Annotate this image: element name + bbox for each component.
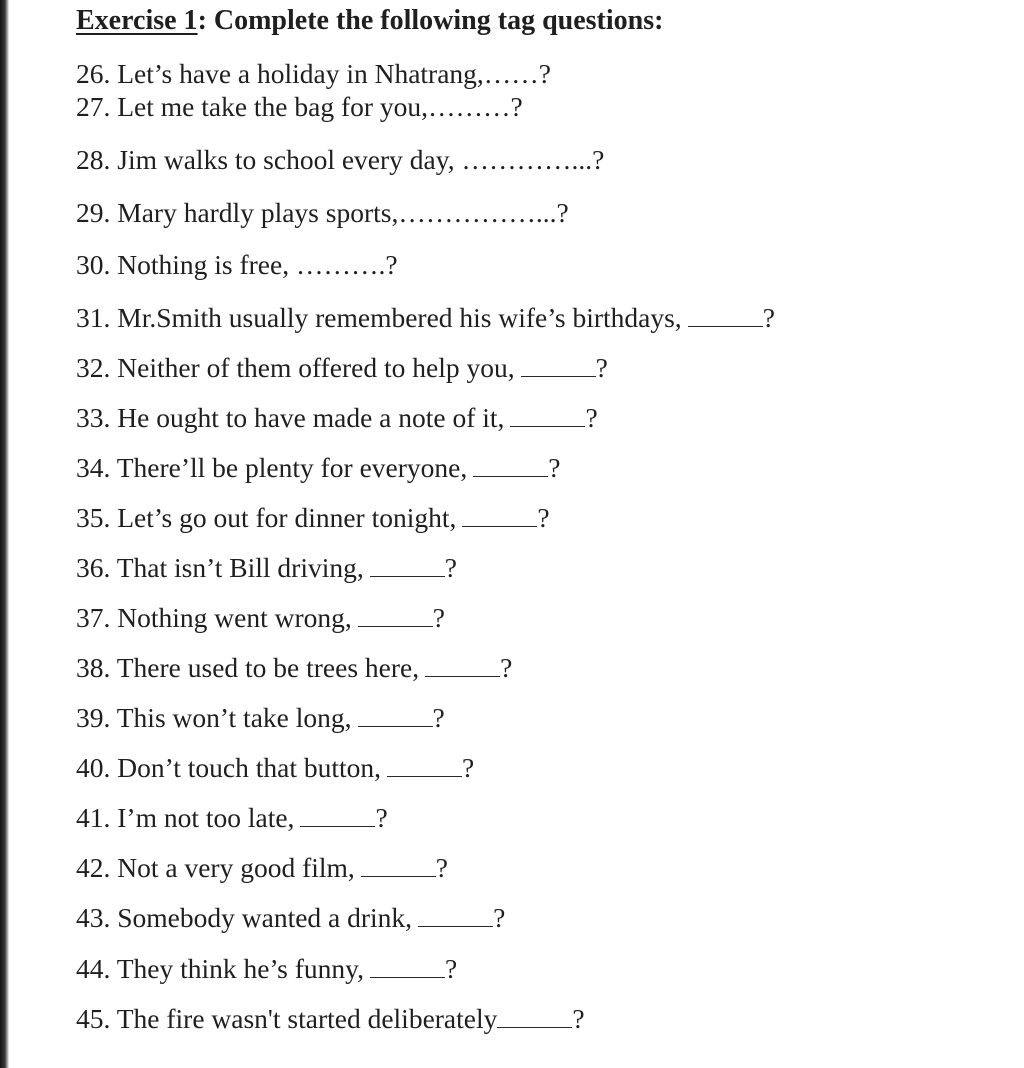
question-36: 36. That isn’t Bill driving, ? (76, 552, 457, 583)
answer-blank[interactable] (462, 506, 537, 527)
question-38: 38. There used to be trees here, ? (76, 652, 513, 683)
question-34: 34. There’ll be plenty for everyone, ? (76, 452, 561, 483)
question-42: 42. Not a very good film, ? (76, 852, 448, 883)
question-33: 33. He ought to have made a note of it, ? (76, 402, 598, 433)
question-43: 43. Somebody wanted a drink, ? (76, 902, 506, 933)
answer-blank[interactable] (688, 306, 763, 327)
question-29: 29. Mary hardly plays sports,……………...? (76, 197, 569, 228)
answer-blank[interactable] (358, 706, 433, 727)
answer-blank[interactable] (361, 856, 436, 877)
answer-blank[interactable] (418, 906, 493, 927)
answer-blank[interactable] (358, 606, 433, 627)
question-40: 40. Don’t touch that button, ? (76, 752, 475, 783)
answer-blank[interactable] (370, 556, 445, 577)
answer-blank[interactable] (370, 957, 445, 978)
answer-blank[interactable] (497, 1007, 572, 1028)
question-35: 35. Let’s go out for dinner tonight, ? (76, 502, 550, 533)
answer-blank[interactable] (473, 456, 548, 477)
page-edge-shadow (0, 0, 9, 1068)
question-32: 32. Neither of them offered to help you, ? (76, 352, 608, 383)
question-37: 37. Nothing went wrong, ? (76, 602, 445, 633)
question-27: 27. Let me take the bag for you,………? (76, 91, 523, 122)
question-30: 30. Nothing is free, ……….? (76, 249, 398, 280)
question-28: 28. Jim walks to school every day, …………...? (76, 144, 605, 175)
exercise-number: Exercise 1 (76, 5, 198, 36)
question-26: 26. Let’s have a holiday in Nhatrang,……? (76, 58, 552, 89)
answer-blank[interactable] (300, 806, 375, 827)
exercise-instruction: : Complete the following tag questions: (197, 5, 664, 36)
question-41: 41. I’m not too late, ? (76, 802, 388, 833)
answer-blank[interactable] (425, 656, 500, 677)
answer-blank[interactable] (521, 356, 596, 377)
question-31: 31. Mr.Smith usually remembered his wife’s birthdays, ? (76, 302, 775, 333)
exercise-heading (76, 5, 663, 37)
question-44: 44. They think he’s funny, ? (76, 953, 458, 984)
answer-blank[interactable] (510, 406, 585, 427)
answer-blank[interactable] (387, 756, 462, 777)
question-39: 39. This won’t take long, ? (76, 702, 445, 733)
question-45: 45. The fire wasn't started deliberately ? (76, 1003, 585, 1034)
